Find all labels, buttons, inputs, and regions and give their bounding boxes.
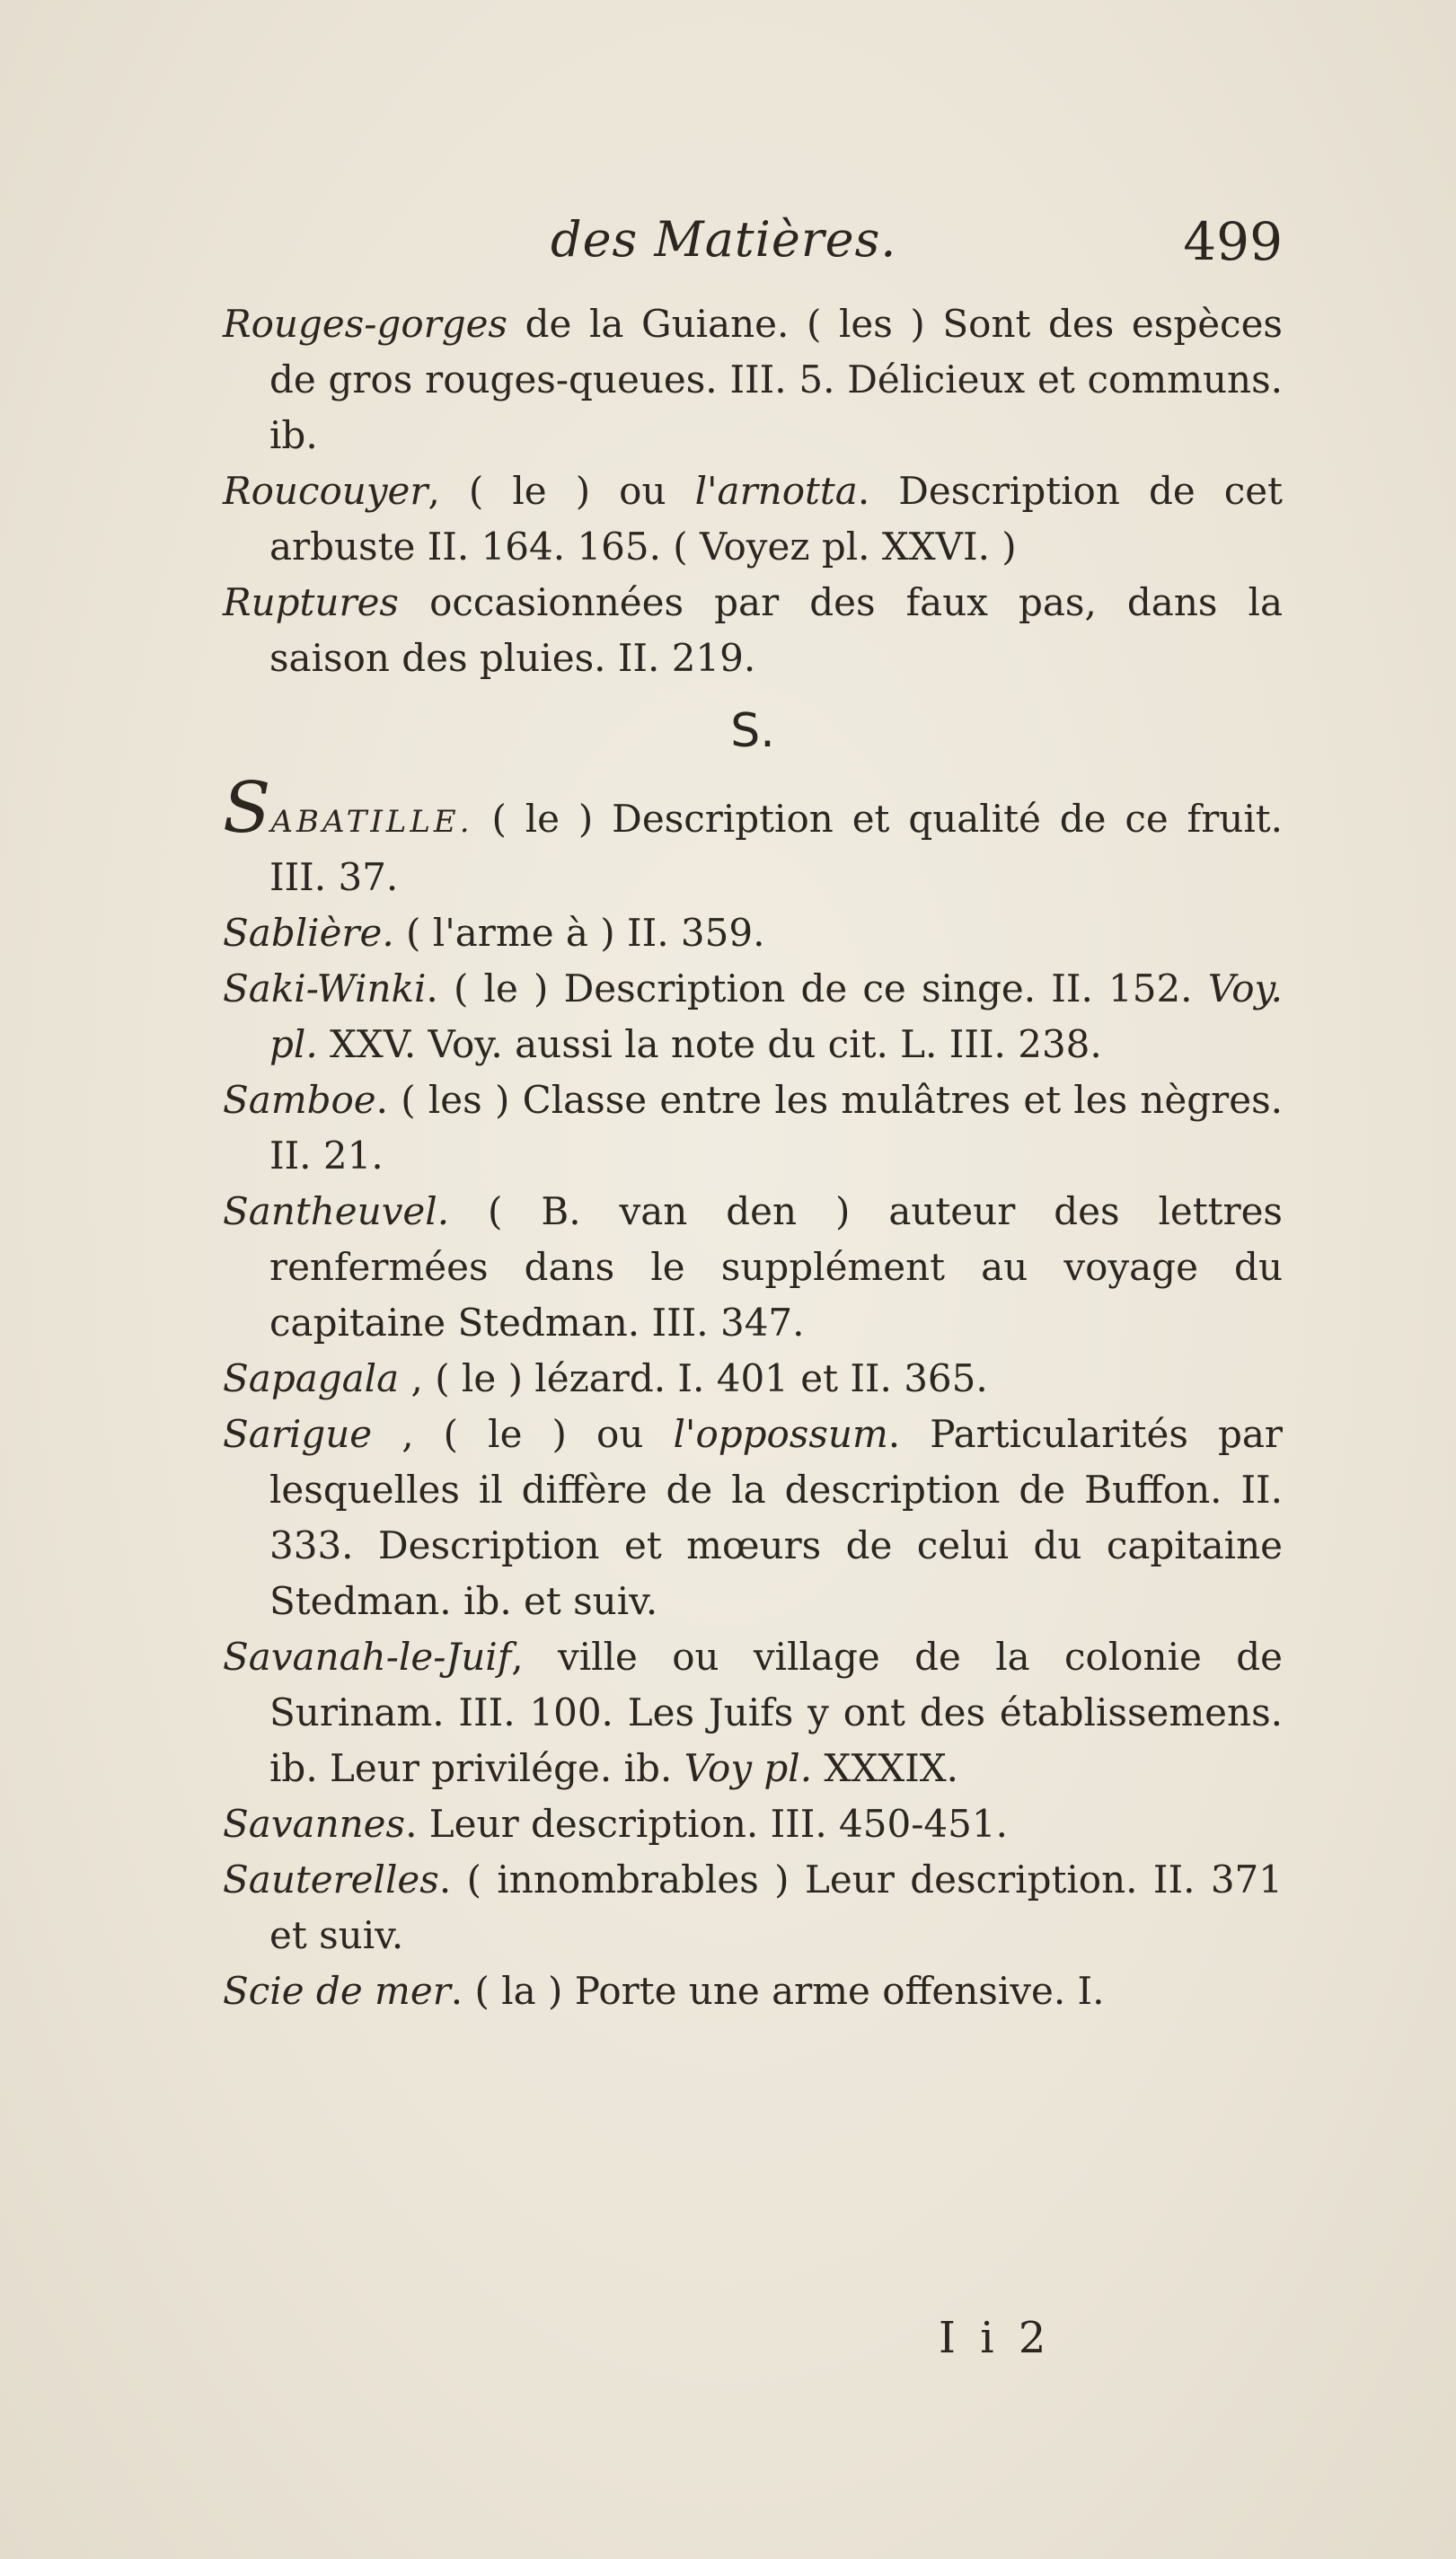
page-header [223,211,1283,292]
catchword-signature: I i 2 [939,2313,1052,2363]
entry-term: Samboe [223,1078,376,1122]
index-entry-sabliere [223,905,1283,961]
entry-term: Sablière. [223,911,394,955]
entry-text: ( l'arme à ) II. 359. [393,911,765,955]
entry-text: . ( le ) Description de ce singe. II. 152. [426,966,1208,1010]
index-entry-samboe [223,1072,1283,1184]
entry-text: . ( la ) Porte une arme offensive. I. [450,1969,1105,2013]
index-entry-sauterelles [223,1852,1283,1963]
entry-text: , ( le ) ou [372,1412,674,1456]
index-entry-savannes [223,1796,1283,1852]
entry-text: XXV. Voy. aussi la note du cit. L. III. 238. [317,1022,1102,1066]
entry-term: Sapagala [223,1356,400,1400]
entry-text: , ( le ) ou [428,469,695,513]
entry-term: Roucouyer [223,469,428,513]
entry-text: ( B. van den ) auteur des lettres renfermées dans le supplément au voyage du capitaine Stedman. III. 347. [269,1189,1283,1345]
entry-term: Savanah-le-Juif [223,1635,512,1679]
entry-text: , ville ou village de la colonie de Surinam. III. 100. Les Juifs y ont des établissemens. ib. Leur privilége. ib. [269,1635,1283,1790]
entry-text: . Leur description. III. 450-451. [405,1802,1008,1846]
entry-text: ( le ) Description et qualité de ce fruit. III. 37. [269,797,1283,899]
entry-text: . Particularités par lesquelles il diffère de la description de Buffon. II. 333. Description et mœurs de celui du capitaine Stedman. ib. et suiv. [269,1412,1283,1623]
entry-term: Savannes [223,1802,406,1846]
entry-term: ABATILLE. [270,804,473,840]
index-entry-ruptures [223,575,1283,686]
page-number: 499 [1183,211,1283,272]
section-letter-heading: S. [730,704,775,758]
drop-cap: S [223,768,271,849]
entry-term: Sauterelles [223,1857,439,1902]
entry-text: . Description de cet arbuste II. 164. 165. ( Voyez pl. XXVI. ) [269,469,1284,569]
entry-term: Saki-Winki [223,966,427,1010]
entry-text: occasionnées par des faux pas, dans la saison des pluies. II. 219. [269,580,1283,680]
entry-text: XXXIX. [812,1746,958,1790]
entry-text: , ( le ) lézard. I. 401 et II. 365. [399,1356,988,1400]
index-entry-sabatille [223,768,1283,905]
index-entry-savanah-le-juif [223,1629,1283,1796]
entry-term-secondary: l'arnotta [694,469,858,513]
index-entry-saki-winki [223,961,1283,1072]
entry-term: Rouges-gorges [223,302,507,346]
entry-term: Ruptures [223,580,399,624]
entry-term-secondary: l'oppossum [673,1412,888,1456]
entry-text: de la Guiane. ( les ) Sont des espèces de gros rouges-queues. III. 5. Délicieux et communs. ib. [269,302,1283,457]
index-entry-roucouyer [223,463,1283,575]
entry-term-secondary: Voy pl. [684,1746,813,1790]
index-entry-santheuvel [223,1184,1283,1351]
index-entries [223,296,1283,2019]
index-entry-sapagala [223,1351,1283,1407]
index-entry-rouges-gorges [223,296,1283,463]
entry-term: Santheuvel. [223,1189,450,1233]
entry-term-secondary: Voy. pl. [269,966,1283,1066]
index-entry-scie-de-mer [223,1963,1283,2019]
running-head: des Matières. [551,211,897,268]
index-entry-sarigue [223,1407,1283,1629]
entry-text: . ( les ) Classe entre les mulâtres et les nègres. II. 21. [269,1078,1283,1178]
entry-text: . ( innombrables ) Leur description. II. 371 et suiv. [269,1857,1283,1957]
entry-term: Scie de mer [223,1969,451,2013]
entry-term: Sarigue [223,1412,373,1456]
